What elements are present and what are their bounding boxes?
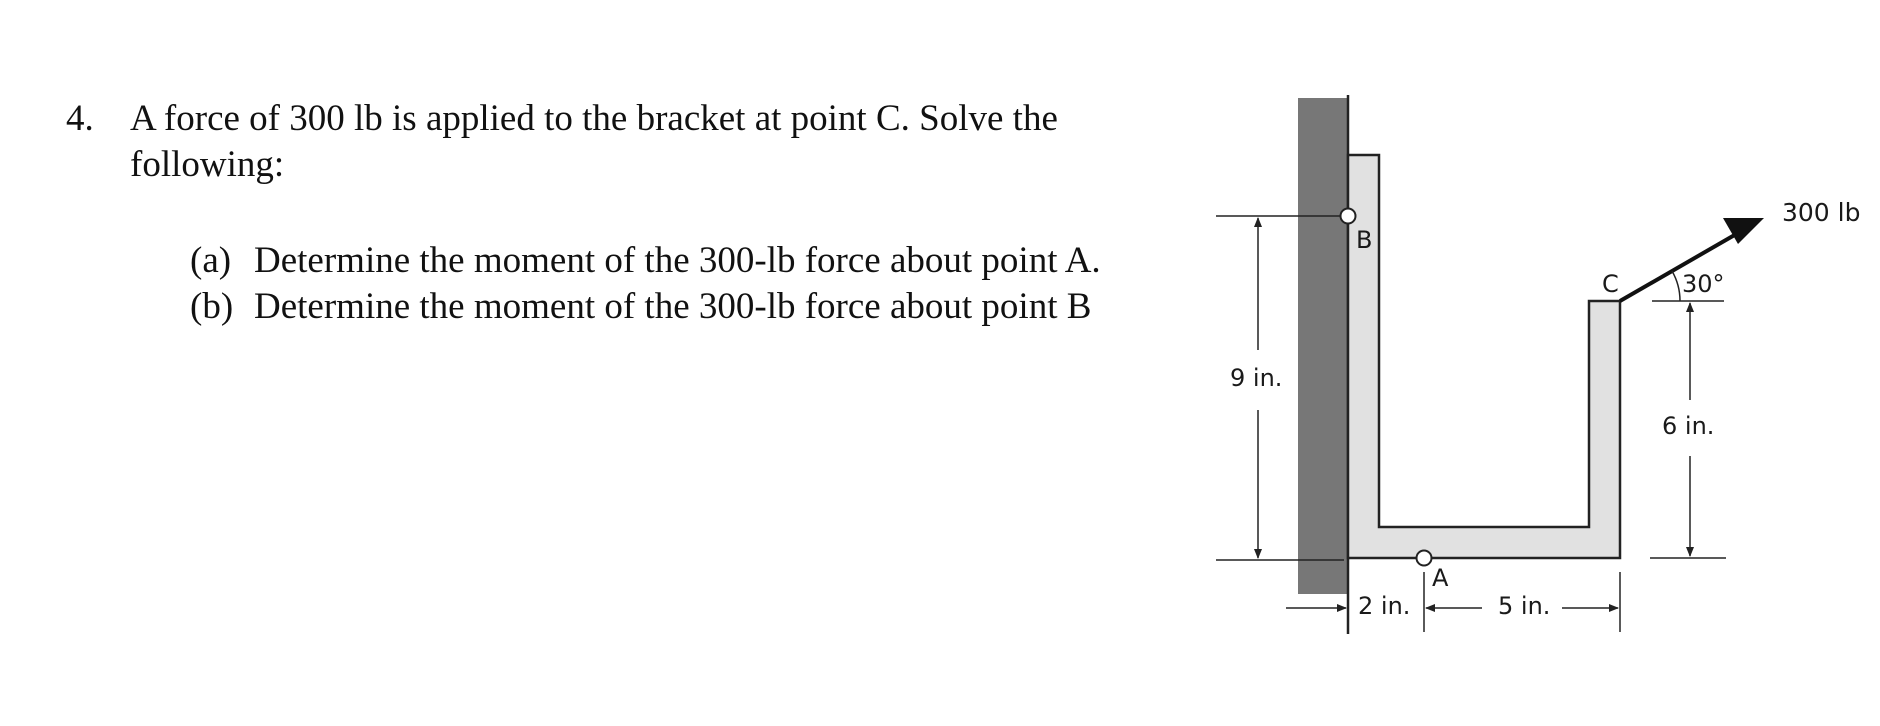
- angle-label: 30°: [1682, 270, 1725, 298]
- force-label: 300 lb: [1782, 198, 1861, 227]
- dim-left-label: 9 in.: [1230, 364, 1283, 392]
- point-b-pin: [1341, 209, 1356, 224]
- dim-bottom-label-5in: 5 in.: [1498, 592, 1551, 620]
- point-a-pin: [1417, 551, 1432, 566]
- bracket-body: [1348, 155, 1620, 558]
- point-b-label: B: [1356, 226, 1373, 254]
- problem-number: 4.: [66, 98, 94, 139]
- point-c-label: C: [1602, 270, 1619, 298]
- point-a-label: A: [1432, 564, 1449, 592]
- dim-bottom-label-2in: 2 in.: [1358, 592, 1411, 620]
- problem-statement: A force of 300 lb is applied to the bracket at point C. Solve the following:: [130, 98, 1058, 185]
- part-b-text: Determine the moment of the 300-lb force about point B: [254, 286, 1092, 327]
- angle-arc: [1672, 271, 1680, 301]
- wall: [1298, 98, 1348, 594]
- part-a-tag: (a): [190, 240, 232, 281]
- part-a-text: Determine the moment of the 300-lb force about point A.: [254, 240, 1101, 281]
- dim-right-label: 6 in.: [1662, 412, 1715, 440]
- part-b-tag: (b): [190, 286, 234, 327]
